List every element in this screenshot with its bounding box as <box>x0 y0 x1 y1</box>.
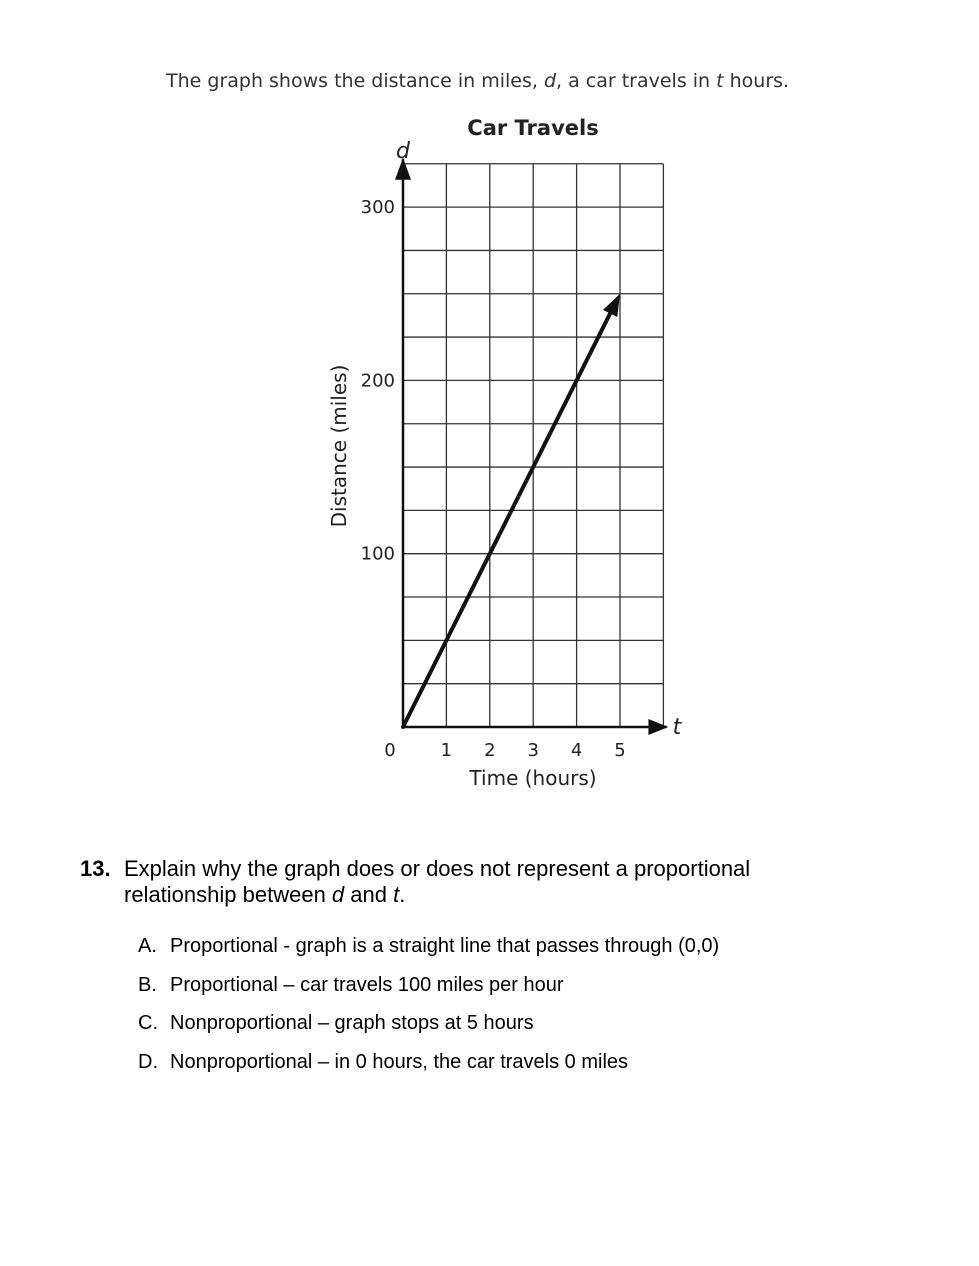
y-tick-label: 100 <box>360 543 395 565</box>
answer-choices <box>138 932 719 1087</box>
answer-choice-b[interactable] <box>138 971 719 1010</box>
var-d: d <box>331 882 345 907</box>
choice-text: Proportional - graph is a straight line that passes through (0,0) <box>170 935 720 957</box>
y-tick-label: 300 <box>360 197 395 219</box>
choice-letter: A. <box>138 935 157 957</box>
var-t: t <box>393 882 400 907</box>
choice-text: Proportional – car travels 100 miles per hour <box>170 973 564 996</box>
x-axis-arrowhead <box>648 719 668 735</box>
x-tick-label: 2 <box>484 740 496 761</box>
choice-letter: C. <box>138 1012 158 1035</box>
choice-letter: B. <box>138 973 157 996</box>
x-tick-label: 3 <box>527 740 539 761</box>
chart-title: Car Travels <box>467 116 599 140</box>
x-tick-label: 0 <box>384 740 396 761</box>
car-travels-chart <box>300 105 700 805</box>
answer-choice-c[interactable] <box>138 1009 719 1048</box>
x-tick-label: 5 <box>614 740 626 761</box>
x-tick-label: 4 <box>570 740 583 761</box>
var-t: t <box>716 70 724 92</box>
question-part: . <box>399 882 406 907</box>
x-tick-label: 1 <box>440 740 453 761</box>
intro-part: hours. <box>723 70 790 92</box>
choice-text: Nonproportional – in 0 hours, the car travels 0 miles <box>170 1051 629 1074</box>
y-axis-variable: d <box>396 139 410 164</box>
question-part: and <box>344 882 394 907</box>
var-d: d <box>543 70 557 92</box>
series-line <box>403 308 613 727</box>
question-part: Explain why the graph does or does not represent a proportional relationship between <box>124 856 751 907</box>
x-axis-variable: t <box>672 715 682 740</box>
answer-choice-a[interactable] <box>138 932 719 971</box>
question-text <box>124 856 824 908</box>
question-number: 13. <box>80 856 111 881</box>
series-arrowhead <box>603 294 620 317</box>
intro-text <box>166 70 789 92</box>
intro-part: The graph shows the distance in miles, <box>166 70 544 92</box>
answer-choice-d[interactable] <box>138 1048 719 1087</box>
choice-text: Nonproportional – graph stops at 5 hours <box>170 1012 534 1035</box>
choice-letter: D. <box>138 1051 158 1074</box>
y-tick-label: 200 <box>360 370 395 392</box>
x-axis-label: Time (hours) <box>469 766 597 790</box>
intro-part: , a car travels in <box>556 70 717 92</box>
y-axis-label: Distance (miles) <box>327 364 351 528</box>
